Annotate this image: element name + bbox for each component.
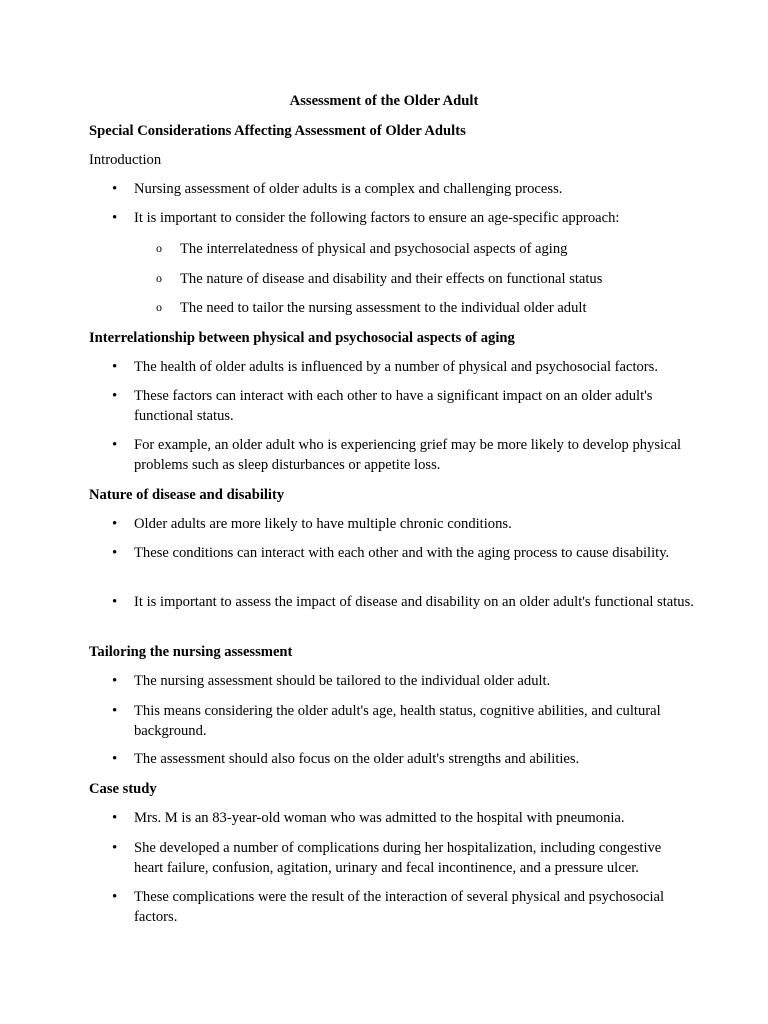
list-item	[112, 180, 694, 200]
circle-bullet-icon: o	[156, 300, 162, 314]
sub-list-item	[156, 270, 700, 288]
sub-list-item	[156, 240, 700, 258]
list-item	[112, 750, 694, 770]
bullet-icon: •	[112, 673, 118, 689]
list-item	[112, 593, 694, 613]
section-heading-disease: Nature of disease and disability	[89, 487, 285, 503]
circle-bullet-icon: o	[156, 241, 162, 255]
bullet-text: These complications were the result of the interaction of several physical and psychosocial factors.	[134, 889, 665, 925]
bullet-text: The health of older adults is influenced by a number of physical and psychosocial factors.	[134, 359, 658, 375]
bullet-icon: •	[112, 545, 118, 561]
list-item	[112, 888, 694, 927]
bullet-icon: •	[112, 889, 118, 905]
circle-bullet-icon: o	[156, 271, 162, 285]
sub-bullet-text: The need to tailor the nursing assessment to the individual older adult	[180, 300, 587, 316]
bullet-icon: •	[112, 810, 118, 826]
intro-label: Introduction	[89, 152, 162, 168]
list-item	[112, 209, 694, 229]
bullet-icon: •	[112, 181, 118, 197]
sub-bullet-text: The nature of disease and disability and their effects on functional status	[180, 271, 603, 287]
bullet-text: For example, an older adult who is experiencing grief may be more likely to develop physical problems such as sleep disturbances or appetite loss.	[134, 437, 682, 473]
bullet-text: Mrs. M is an 83-year-old woman who was admitted to the hospital with pneumonia.	[134, 810, 625, 826]
main-heading: Special Considerations Affecting Assessment of Older Adults	[89, 123, 466, 139]
bullet-icon: •	[112, 703, 118, 719]
bullet-icon: •	[112, 388, 118, 404]
section-heading-tailoring: Tailoring the nursing assessment	[89, 644, 293, 660]
bullet-icon: •	[112, 840, 118, 856]
bullet-text: Older adults are more likely to have multiple chronic conditions.	[134, 516, 512, 532]
bullet-icon: •	[112, 751, 118, 767]
bullet-text: It is important to assess the impact of disease and disability on an older adult's functional status.	[134, 594, 694, 610]
bullet-text: The nursing assessment should be tailored to the individual older adult.	[134, 673, 551, 689]
bullet-text: She developed a number of complications during her hospitalization, including congestive heart failure, confusion, agitation, urinary and fecal incontinence, and a pressure ulcer.	[134, 840, 662, 876]
list-item	[112, 358, 694, 378]
bullet-text: Nursing assessment of older adults is a complex and challenging process.	[134, 181, 563, 197]
list-item	[112, 544, 694, 564]
section-heading-case-study: Case study	[89, 781, 157, 797]
bullet-text: This means considering the older adult's age, health status, cognitive abilities, and cultural background.	[134, 703, 661, 739]
sub-bullet-text: The interrelatedness of physical and psychosocial aspects of aging	[180, 241, 568, 257]
document-title: Assessment of the Older Adult	[289, 93, 479, 109]
bullet-text: The assessment should also focus on the older adult's strengths and abilities.	[134, 751, 580, 767]
list-item	[112, 672, 694, 692]
list-item	[112, 515, 694, 535]
bullet-icon: •	[112, 437, 118, 453]
list-item	[112, 436, 694, 475]
list-item	[112, 809, 694, 829]
list-item	[112, 387, 694, 426]
list-item	[112, 839, 694, 878]
section-heading-interrelationship: Interrelationship between physical and psychosocial aspects of aging	[89, 330, 515, 346]
bullet-icon: •	[112, 516, 118, 532]
bullet-icon: •	[112, 359, 118, 375]
sub-list-item	[156, 299, 700, 317]
bullet-icon: •	[112, 594, 118, 610]
list-item	[112, 702, 694, 741]
bullet-icon: •	[112, 210, 118, 226]
bullet-text: These conditions can interact with each other and with the aging process to cause disability.	[134, 545, 670, 561]
bullet-text: These factors can interact with each other to have a significant impact on an older adult's functional status.	[134, 388, 653, 424]
bullet-text: It is important to consider the following factors to ensure an age-specific approach:	[134, 210, 620, 226]
